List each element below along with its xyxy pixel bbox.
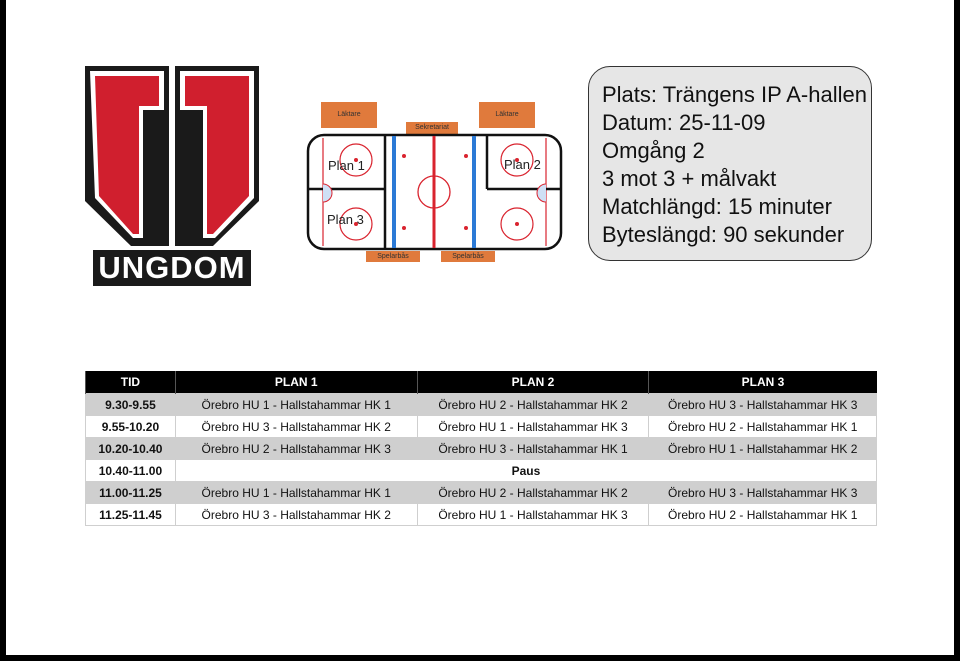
row-plan3-match: Örebro HU 3 - Hallstahammar HK 3 <box>649 394 877 416</box>
plan2-label: Plan 2 <box>504 157 541 172</box>
row-plan2-match: Örebro HU 2 - Hallstahammar HK 2 <box>417 394 649 416</box>
row-time: 9.55-10.20 <box>86 416 176 438</box>
row-time: 11.00-11.25 <box>86 482 176 504</box>
row-plan1-match: Örebro HU 2 - Hallstahammar HK 3 <box>175 438 417 460</box>
info-omgang: Omgång 2 <box>602 138 705 163</box>
laktare-right-label: Läktare <box>495 111 519 118</box>
info-plats: Plats: Trängens IP A-hallen <box>602 82 867 107</box>
row-plan3-match: Örebro HU 3 - Hallstahammar HK 3 <box>649 482 877 504</box>
plan3-label: Plan 3 <box>327 212 364 227</box>
spelarbas-left-label: Spelarbås <box>377 253 409 260</box>
row-time: 10.40-11.00 <box>86 460 176 482</box>
row-plan2-match: Örebro HU 3 - Hallstahammar HK 1 <box>417 438 649 460</box>
ungdom-logo <box>85 66 259 290</box>
rink-diagram <box>298 98 568 266</box>
info-byteslangd: Byteslängd: 90 sekunder <box>602 222 845 247</box>
table-row-pause <box>86 460 877 482</box>
row-time: 10.20-10.40 <box>86 438 176 460</box>
table-row <box>86 504 877 526</box>
header-plan3: PLAN 3 <box>649 371 877 394</box>
table-row <box>86 416 877 438</box>
row-plan3-match: Örebro HU 2 - Hallstahammar HK 1 <box>649 416 877 438</box>
schedule-table <box>85 371 877 526</box>
info-format: 3 mot 3 + målvakt <box>602 166 777 191</box>
row-plan2-match: Örebro HU 1 - Hallstahammar HK 3 <box>417 504 649 526</box>
spelarbas-right-label: Spelarbås <box>452 253 484 260</box>
table-row <box>86 394 877 416</box>
row-time: 11.25-11.45 <box>86 504 176 526</box>
info-datum: Datum: 25-11-09 <box>602 110 766 135</box>
info-matchlangd: Matchlängd: 15 minuter <box>602 194 832 219</box>
laktare-left-label: Läktare <box>337 111 361 118</box>
match-info-box <box>588 66 872 261</box>
header-tid: TID <box>86 371 176 394</box>
sekretariat-label: Sekretariat <box>415 124 449 131</box>
header-plan2: PLAN 2 <box>417 371 649 394</box>
pause-cell: Paus <box>175 460 876 482</box>
row-plan1-match: Örebro HU 1 - Hallstahammar HK 1 <box>175 394 417 416</box>
row-plan3-match: Örebro HU 2 - Hallstahammar HK 1 <box>649 504 877 526</box>
table-row <box>86 438 877 460</box>
row-plan1-match: Örebro HU 1 - Hallstahammar HK 1 <box>175 482 417 504</box>
row-plan2-match: Örebro HU 2 - Hallstahammar HK 2 <box>417 482 649 504</box>
plan1-label: Plan 1 <box>328 158 365 173</box>
document-page <box>6 0 954 655</box>
table-header-row <box>86 371 877 394</box>
row-time: 9.30-9.55 <box>86 394 176 416</box>
row-plan3-match: Örebro HU 1 - Hallstahammar HK 2 <box>649 438 877 460</box>
logo-wordmark: UNGDOM <box>93 250 251 286</box>
header-plan1: PLAN 1 <box>175 371 417 394</box>
table-row <box>86 482 877 504</box>
row-plan1-match: Örebro HU 3 - Hallstahammar HK 2 <box>175 504 417 526</box>
row-plan2-match: Örebro HU 1 - Hallstahammar HK 3 <box>417 416 649 438</box>
row-plan1-match: Örebro HU 3 - Hallstahammar HK 2 <box>175 416 417 438</box>
